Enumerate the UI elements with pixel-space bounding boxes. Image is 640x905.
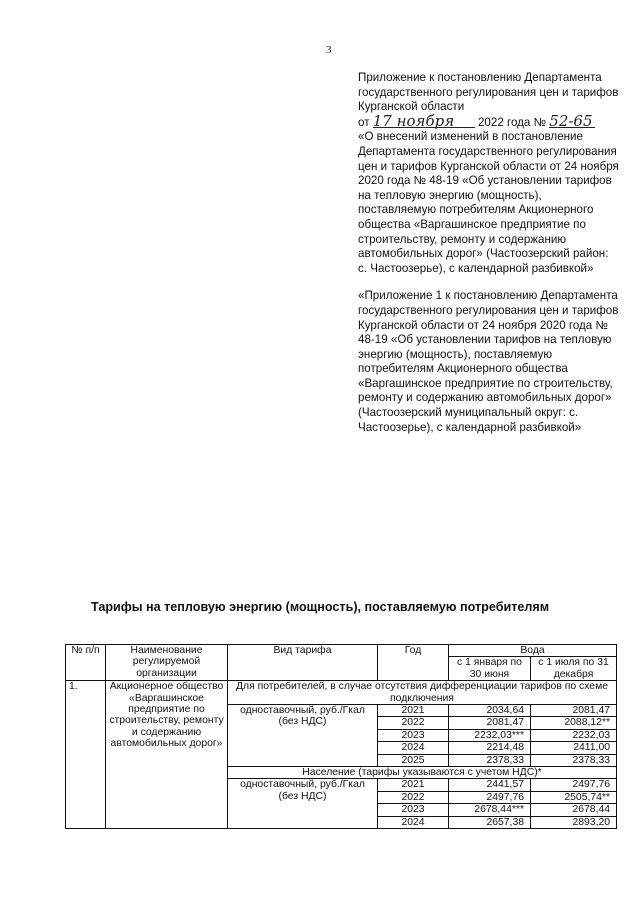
header-org: Наименование регулируемой организации [106, 645, 228, 681]
header-h2: с 1 июля по 31 декабря [531, 657, 617, 681]
value-cell: 2497,76 [449, 791, 531, 803]
handwritten-number: 52-65 [549, 115, 595, 128]
appendix-date-line [358, 111, 620, 131]
header-type: Вид тарифа [228, 645, 378, 681]
section-population: Население (тарифы указываются с учетом НДС)* [228, 767, 617, 779]
document-title: Тарифы на тепловую энергию (мощность), поставляемую потребителям [90, 600, 550, 614]
value-cell: 2893,20 [531, 816, 617, 828]
value-cell: 2411,00 [531, 742, 617, 754]
value-cell: 2214,48 [449, 742, 531, 754]
header-year: Год [378, 645, 449, 681]
appendix-amendment: «О внесений изменений в постановление Департамента государственного регулирования цен и тарифов Курганской области от 24 ноября 2020 года № 48-19 «Об установлении тарифов на тепловую энергию (мощность), поставляемую потребителям Акционерного общества «Варгашинское предприятие по строительству, ремонту и содержанию автомобильных дорог» (Частоозерский район: с. Частоозерье), с календарной разбивкой» [358, 130, 619, 275]
year-cell: 2021 [378, 705, 449, 717]
value-cell: 2232,03 [531, 729, 617, 741]
table-header-row [66, 645, 617, 657]
header-water: Вода [449, 645, 617, 657]
value-cell: 2232,03*** [449, 729, 531, 741]
org-name: Акционерное общество «Варгашинское предприятие по строительству, ремонту и содержанию автомобильных дорог» [106, 681, 228, 829]
appendix-original: «Приложение 1 к постановлению Департамента государственного регулирования цен и тарифов Курганской области от 24 ноября 2020 года № 48-19 «Об установлении тарифов на тепловую энергию (мощность), поставляемую потребителям Акционерного общества «Варгашинское предприятие по строительству, ремонту и содержанию автомобильных дорог» (Частоозерский муниципальный округ: с. Частоозерье), с календарной разбивкой» [358, 289, 619, 434]
value-cell: 2378,33 [449, 754, 531, 766]
year-cell: 2023 [378, 804, 449, 816]
value-cell: 2497,76 [531, 779, 617, 791]
value-cell: 2378,33 [531, 754, 617, 766]
date-suffix: 2022 года № [477, 115, 547, 129]
year-cell: 2022 [378, 717, 449, 729]
value-cell: 2657,38 [449, 816, 531, 828]
tariff-type: одноставочный, руб./Гкал (без НДС) [228, 779, 378, 829]
value-cell: 2081,47 [449, 717, 531, 729]
value-cell: 2088,12** [531, 717, 617, 729]
value-cell: 2678,44 [531, 804, 617, 816]
value-cell: 2678,44*** [449, 804, 531, 816]
appendix-block [358, 71, 620, 435]
header-h1: с 1 января по 30 июня [449, 657, 531, 681]
value-cell: 2081,47 [531, 705, 617, 717]
year-cell: 2023 [378, 729, 449, 741]
header-no: № п/п [66, 645, 106, 681]
year-cell: 2022 [378, 791, 449, 803]
handwritten-date: 17 ноября [373, 115, 475, 128]
row-number: 1. [66, 681, 106, 829]
tariff-table [65, 644, 617, 829]
year-cell: 2025 [378, 754, 449, 766]
year-cell: 2021 [378, 779, 449, 791]
value-cell: 2034,64 [449, 705, 531, 717]
value-cell: 2505,74** [531, 791, 617, 803]
date-prefix: от [358, 115, 370, 129]
tariff-type: одноставочный, руб./Гкал (без НДС) [228, 705, 378, 767]
section-consumers: Для потребителей, в случае отсутствия дифференциации тарифов по схеме подключения [228, 681, 617, 705]
year-cell: 2024 [378, 816, 449, 828]
value-cell: 2441,57 [449, 779, 531, 791]
table-row [66, 681, 617, 705]
year-cell: 2024 [378, 742, 449, 754]
page-number: 3 [326, 44, 332, 56]
appendix-intro: Приложение к постановлению Департамента государственного регулирования цен и тарифов Курганской области [358, 71, 619, 114]
